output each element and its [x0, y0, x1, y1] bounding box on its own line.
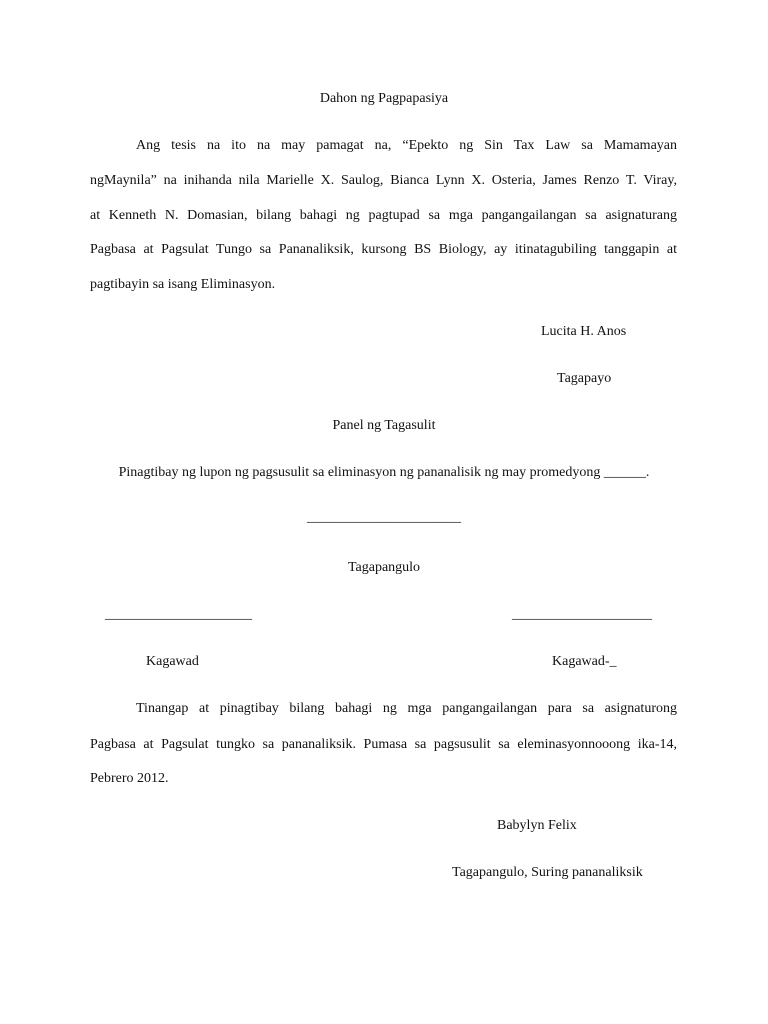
paragraph1-line: Ang tesis na ito na may pamagat na, “Epekto ng Sin Tax Law sa Mamamayan	[136, 138, 677, 153]
signatory-role: Tagapangulo, Suring pananaliksik	[452, 865, 643, 880]
chair-role: Tagapangulo	[347, 560, 421, 575]
document-title: Dahon ng Pagpapasiya	[319, 91, 449, 106]
paragraph2-line: Pebrero 2012.	[90, 771, 169, 786]
member-right-role: Kagawad-_	[552, 654, 617, 669]
member-left-signature-line: _____________________	[105, 607, 252, 622]
paragraph1-line: Pagbasa at Pagsulat Tungo sa Pananaliksik, kursong BS Biology, ay itinatagubiling tanggapin at	[90, 242, 677, 257]
panel-statement: Pinagtibay ng lupon ng pagsusulit sa eliminasyon ng pananalisik ng may promedyong ______.	[118, 465, 650, 480]
signatory-name: Babylyn Felix	[497, 818, 577, 833]
member-left-role: Kagawad	[146, 654, 199, 669]
paragraph1-line: at Kenneth N. Domasian, bilang bahagi ng pagtupad sa mga pangangailangan sa asignaturang	[90, 208, 677, 223]
paragraph1-line: pagtibayin sa isang Eliminasyon.	[90, 277, 276, 292]
paragraph2-line: Pagbasa at Pagsulat tungko sa pananaliksik. Pumasa sa pagsusulit sa eleminasyonnooong ika-14,	[90, 737, 677, 752]
paragraph2-line: Tinangap at pinagtibay bilang bahagi ng mga pangangailangan para sa asignaturong	[136, 701, 677, 716]
adviser-role: Tagapayo	[557, 371, 612, 386]
adviser-name: Lucita H. Anos	[541, 324, 627, 339]
chair-signature-line: ______________________	[307, 510, 461, 525]
paragraph1-line: ngMaynila” na inihanda nila Marielle X. Saulog, Bianca Lynn X. Osteria, James Renzo T. Viray,	[90, 173, 677, 188]
panel-heading: Panel ng Tagasulit	[332, 418, 436, 433]
member-right-signature-line: ____________________	[512, 607, 652, 622]
